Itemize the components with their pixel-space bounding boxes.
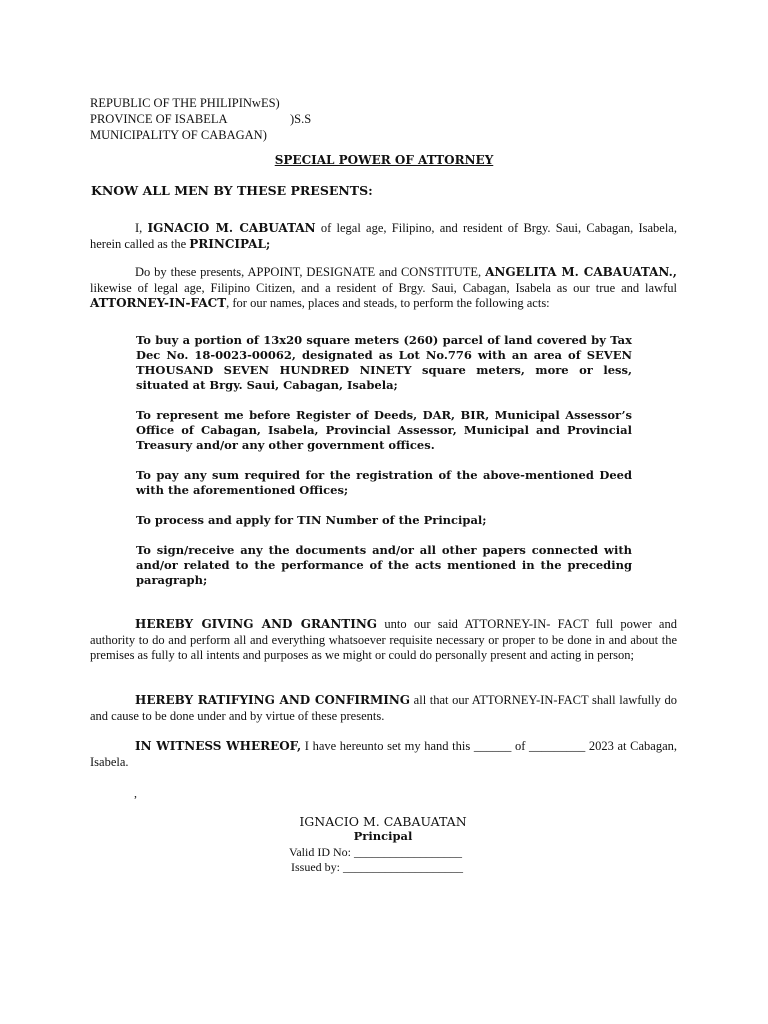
p1-text-b: of legal age, Filipino, and resident of Brgy. Saui, Cabagan, Isabela, herein called as the [90,221,677,251]
witness-lead: IN WITNESS WHEREOF, [135,739,302,753]
p1-text-a: I, [135,221,148,235]
header-province [90,111,312,127]
header-ss: )S.S [290,112,312,126]
ratifying-text: all that our ATTORNEY-IN-FACT shall lawfully do and cause to be done under and by virtue of these presents. [90,693,677,723]
paragraph-principal [90,221,677,252]
act-item: To buy a portion of 13x20 square meters (260) parcel of land covered by Tax Dec No. 18-0023-00062, designated as Lot No.776 with an area of SEVEN THOUSAND SEVEN HUNDRED NINETY square meters, more or less, situated at Brgy. Saui, Cabagan, Isabela; [136,333,632,392]
act-item: To process and apply for TIN Number of the Principal; [136,513,487,527]
granting-text: unto our said ATTORNEY-IN- FACT full power and authority to do and perform all and everything whatsoever requisite necessary or proper to be done in and about the premises as fully to all intents and purposes as we might or could do personally present and acting in person; [90,617,677,662]
attorney-name: ANGELITA M. CABAUATAN., [485,265,677,279]
attorney-in-fact-label: ATTORNEY-IN-FACT [90,296,227,310]
valid-id-field: Valid ID No: __________________ [289,845,462,859]
acts-list [136,333,632,603]
principal-name: IGNACIO M. CABUATAN [147,221,316,235]
signatory-role: Principal [353,829,413,843]
header-republic: REPUBLIC OF THE PHILIPINwES) [90,96,280,110]
header-municipality: MUNICIPALITY OF CABAGAN) [90,128,267,142]
paragraph-granting [90,617,677,664]
granting-lead: HEREBY GIVING AND GRANTING [135,617,378,631]
p2-text-c: , for our names, places and steads, to perform the following acts: [226,296,550,310]
signatory-name: IGNACIO M. CABAUATAN [299,814,467,829]
paragraph-witness [90,739,677,770]
document-title: SPECIAL POWER OF ATTORNEY [274,153,494,167]
p2-text-b: likewise of legal age, Filipino Citizen, and a resident of Brgy. Saui, Cabagan, Isabela as our true and lawful [90,280,677,295]
stray-mark: , [134,786,137,800]
p2-text-a: Do by these presents, APPOINT, DESIGNATE and CONSTITUTE, [135,265,486,279]
witness-text: I have hereunto set my hand this ______ of _________ 2023 at Cabagan, Isabela. [90,739,678,769]
act-item: To represent me before Register of Deeds, DAR, BIR, Municipal Assessor’s Office of Cabagan, Isabela, Provincial Assessor, Municipal and Provincial Treasury and/or any other government offices. [136,408,632,452]
ratifying-lead: HEREBY RATIFYING AND CONFIRMING [135,693,411,707]
act-item: To pay any sum required for the registration of the above-mentioned Deed with the aforementioned Offices; [136,468,632,497]
act-item: To sign/receive any the documents and/or all other papers connected with and/or related to the performance of the acts mentioned in the preceding paragraph; [136,543,632,587]
principal-label: PRINCIPAL; [189,236,271,251]
paragraph-ratifying [90,693,677,724]
opening-line: KNOW ALL MEN BY THESE PRESENTS: [91,183,373,198]
issued-by-field: Issued by: ____________________ [291,860,463,874]
paragraph-appointment [90,265,677,312]
header-province-name: PROVINCE OF ISABELA [90,112,228,126]
